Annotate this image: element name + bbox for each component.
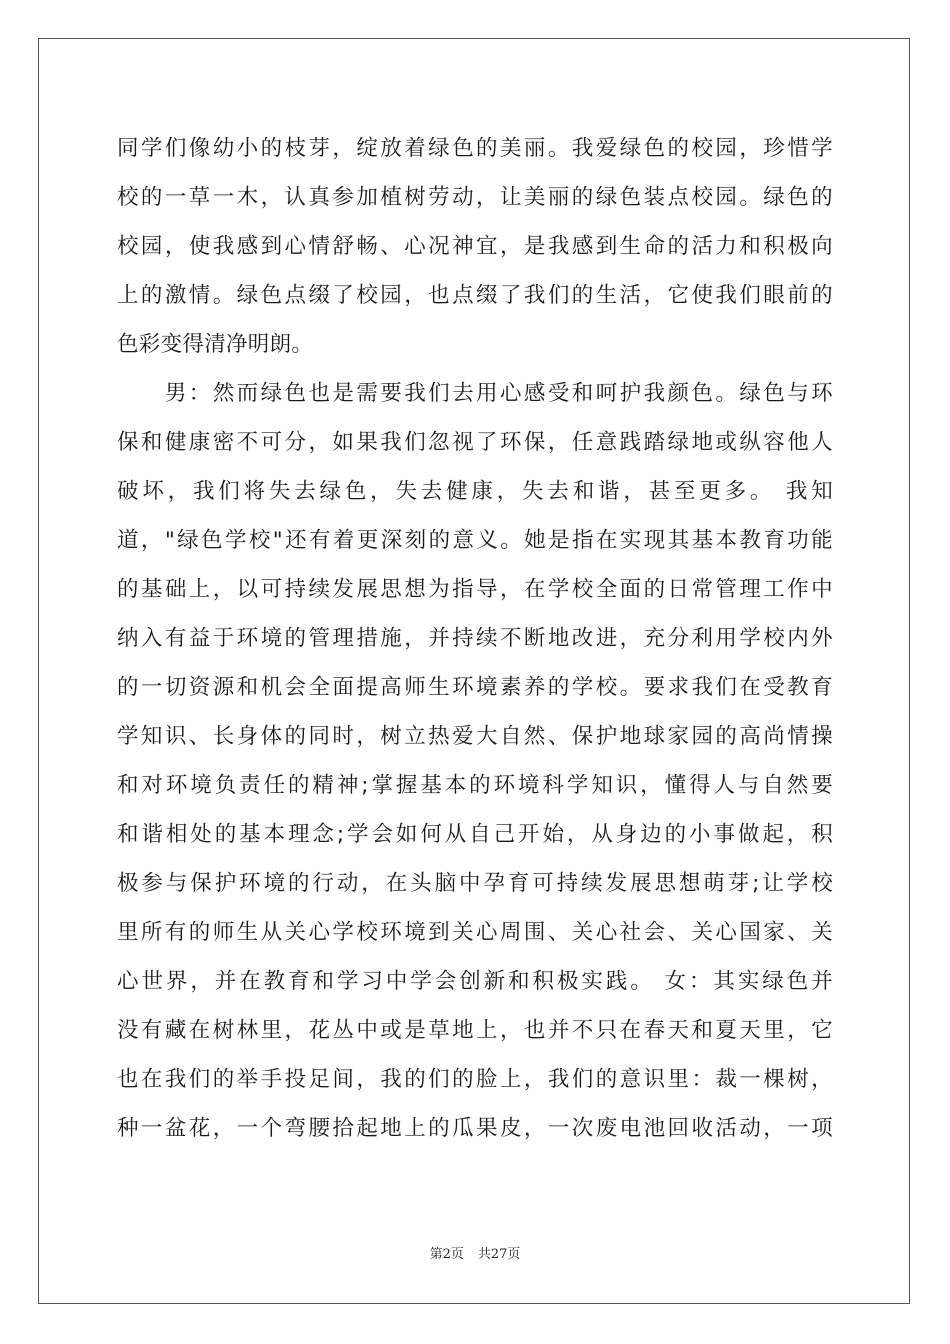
text-line: 和谐相处的基本理念;学会如何从自己开始，从身边的小事做起，积 <box>117 822 833 847</box>
text-line: 男：然而绿色也是需要我们去用心感受和呵护我颜色。绿色与环 <box>117 381 833 406</box>
text-line: 心世界，并在教育和学习中学会创新和积极实践。 女：其实绿色并 <box>117 969 833 994</box>
text-line: 道，"绿色学校"还有着更深刻的意义。她是指在实现其基本教育功能 <box>117 528 833 553</box>
text-line: 学知识、长身体的同时，树立热爱大自然、保护地球家园的高尚情操 <box>117 724 833 749</box>
body-text <box>117 124 833 1153</box>
text-line: 同学们像幼小的枝芽，绽放着绿色的美丽。我爱绿色的校园，珍惜学 <box>117 136 833 161</box>
text-line: 没有藏在树林里，花丛中或是草地上，也并不只在春天和夏天里，它 <box>117 1018 833 1043</box>
text-line: 保和健康密不可分，如果我们忽视了环保，任意践踏绿地或纵容他人 <box>117 430 833 455</box>
text-line: 的基础上，以可持续发展思想为指导，在学校全面的日常管理工作中 <box>117 577 833 602</box>
text-line: 种一盆花，一个弯腰拾起地上的瓜果皮，一次废电池回收活动，一项 <box>117 1116 833 1141</box>
text-line: 里所有的师生从关心学校环境到关心周围、关心社会、关心国家、关 <box>117 920 833 945</box>
page-number-total: 共27页 <box>477 1247 521 1262</box>
text-line: 上的激情。绿色点缀了校园，也点缀了我们的生活，它使我们眼前的 <box>117 283 833 308</box>
text-line: 极参与保护环境的行动，在头脑中孕育可持续发展思想萌芽;让学校 <box>117 871 833 896</box>
text-line: 和对环境负责任的精神;掌握基本的环境科学知识，懂得人与自然要 <box>117 773 833 798</box>
page-footer <box>0 1243 950 1262</box>
page-number-current: 第2页 <box>429 1247 464 1262</box>
text-line: 也在我们的举手投足间，我的们的脸上，我们的意识里：裁一棵树， <box>117 1067 833 1092</box>
text-line: 纳入有益于环境的管理措施，并持续不断地改进，充分利用学校内外 <box>117 626 833 651</box>
text-line: 校园，使我感到心情舒畅、心况神宜，是我感到生命的活力和积极向 <box>117 234 833 259</box>
text-line: 校的一草一木，认真参加植树劳动，让美丽的绿色装点校园。绿色的 <box>117 185 833 210</box>
text-line: 色彩变得清净明朗。 <box>117 332 314 357</box>
text-line: 的一切资源和机会全面提高师生环境素养的学校。要求我们在受教育 <box>117 675 833 700</box>
text-line: 破坏，我们将失去绿色，失去健康，失去和谐，甚至更多。 我知 <box>117 479 833 504</box>
